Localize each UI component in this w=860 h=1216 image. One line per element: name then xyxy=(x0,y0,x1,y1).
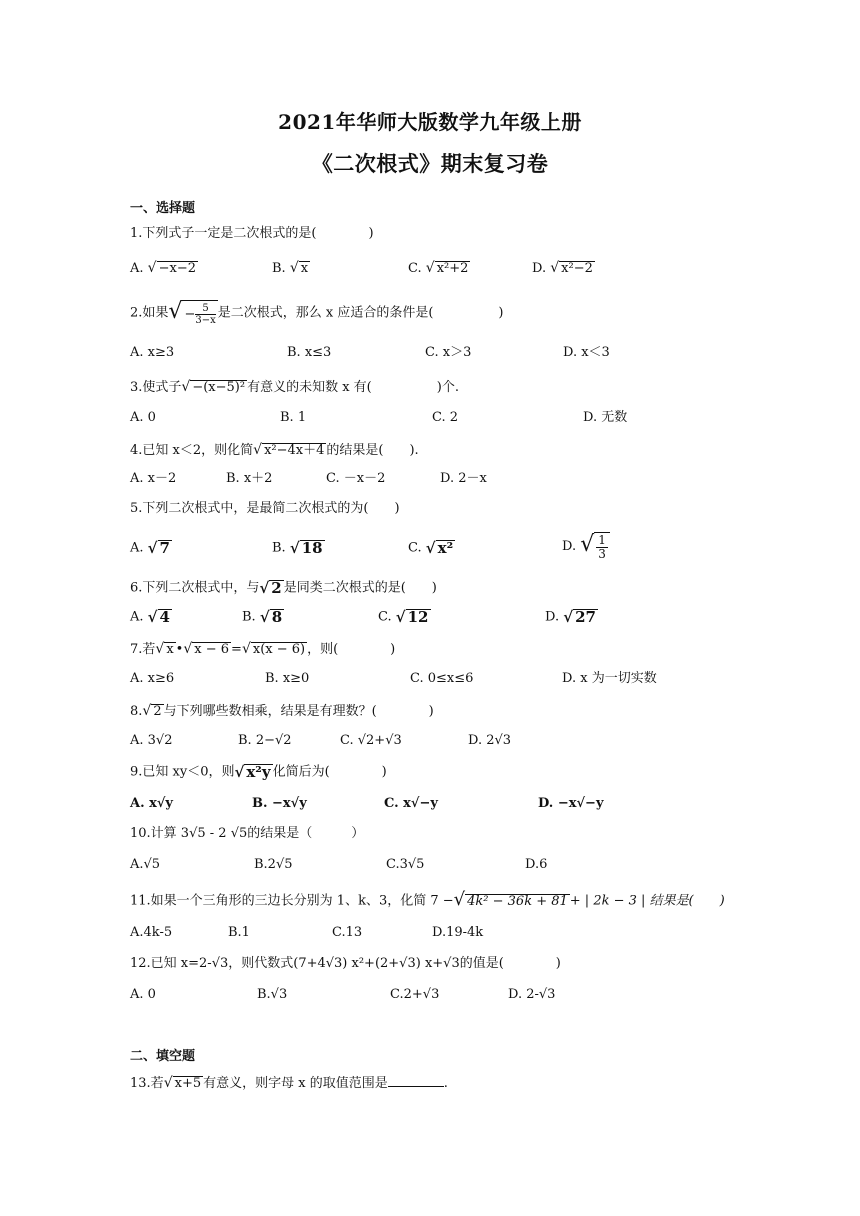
question-4-stem: 4.已知 x＜2，则化简√ x²−4x＋4 的结果是( ). xyxy=(130,442,419,458)
question-10-option-d: D.6 xyxy=(525,857,548,872)
question-7-option-c: C. 0≤x≤6 xyxy=(410,671,474,686)
document-subtitle: 《二次根式》期末复习卷 xyxy=(311,151,549,176)
question-1-option-c: C. √ x²+2 xyxy=(408,260,469,276)
question-13-stem: 13.若√ x+5 有意义，则字母 x 的取值范围是 . xyxy=(130,1075,448,1091)
question-1-stem: 1.下列式子一定是二次根式的是( ) xyxy=(130,226,374,241)
question-8-option-b: B. 2−√2 xyxy=(238,733,292,748)
question-12-option-a: A. 0 xyxy=(130,987,156,1002)
question-6-option-d: D. √ 27 xyxy=(545,608,596,626)
question-12-option-b: B.√3 xyxy=(257,987,288,1002)
question-11-option-a: A.4k-5 xyxy=(130,925,173,940)
question-3-option-d: D. 无数 xyxy=(583,410,628,425)
question-10-option-a: A.√5 xyxy=(130,857,161,872)
question-1-option-d: D. √ x²−2 xyxy=(532,260,593,276)
question-12-option-c: C.2+√3 xyxy=(390,987,440,1002)
question-10-option-b: B.2√5 xyxy=(254,857,293,872)
question-8-option-a: A. 3√2 xyxy=(130,733,173,748)
question-10-stem: 10.计算 3√5 - 2 √5的结果是（ ） xyxy=(130,826,365,841)
question-5-option-a: A. √ 7 xyxy=(130,539,170,557)
question-6-option-b: B. √ 8 xyxy=(242,608,283,626)
question-4-option-a: A. x－2 xyxy=(130,471,177,486)
question-8-option-d: D. 2√3 xyxy=(468,733,512,748)
question-11-option-b: B.1 xyxy=(228,925,250,940)
question-3-option-b: B. 1 xyxy=(280,410,307,425)
question-12-stem: 12.已知 x=2-√3，则代数式(7+4√3) x²+(2+√3) x+√3的值是( ) xyxy=(130,956,561,971)
question-4-option-b: B. x＋2 xyxy=(226,471,273,486)
question-6-option-c: C. √ 12 xyxy=(378,608,429,626)
question-8-option-c: C. √2+√3 xyxy=(340,733,402,748)
section-heading-choice: 一、选择题 xyxy=(130,201,196,216)
document-title: 2021年华师大版数学九年级上册 xyxy=(278,110,582,134)
question-2-stem: 2.如果√ − $\frac{5}{3-x}$ 是二次根式，那么 x 应适合的条件是( ) xyxy=(130,299,504,326)
question-7-stem: 7.若√ x •√ x − 6 =√ x(x − 6) ，则( ) xyxy=(130,641,396,657)
question-1-option-a: A. √ −x−2 xyxy=(130,260,196,276)
question-5-option-b: B. √ 18 xyxy=(272,539,323,557)
question-2-option-a: A. x≥3 xyxy=(130,345,175,360)
question-9-option-b: B. −x√y xyxy=(252,796,307,811)
question-2-option-b: B. x≤3 xyxy=(287,345,332,360)
question-5-stem: 5.下列二次根式中，是最简二次根式的为( ) xyxy=(130,501,400,516)
question-11-option-c: C.13 xyxy=(332,925,363,940)
question-9-stem: 9.已知 xy＜0，则√ x²y 化简后为( ) xyxy=(130,763,387,781)
question-12-option-d: D. 2-√3 xyxy=(508,987,556,1002)
question-9-option-a: A. x√y xyxy=(130,796,173,811)
question-9-option-c: C. x√−y xyxy=(384,796,438,811)
question-4-option-c: C. －x－2 xyxy=(326,471,386,486)
question-1-option-b: B. √ x xyxy=(272,260,309,276)
question-6-stem: 6.下列二次根式中，与√ 2 是同类二次根式的是( ) xyxy=(130,579,437,597)
question-11-stem: 11.如果一个三角形的三边长分别为 1、k、3，化简 7 −√ 4k² − 36k + 81 + | 2k − 3 | 结果是( ) xyxy=(130,889,725,910)
section-heading-fill: 二、填空题 xyxy=(130,1049,196,1064)
question-10-option-c: C.3√5 xyxy=(386,857,425,872)
question-6-option-a: A. √ 4 xyxy=(130,608,170,626)
question-4-option-d: D. 2－x xyxy=(440,471,487,486)
question-5-option-d: D. √ $\frac{1}{3}$ xyxy=(562,532,610,561)
question-3-option-a: A. 0 xyxy=(130,410,156,425)
question-3-option-c: C. 2 xyxy=(432,410,459,425)
question-8-stem: 8.√ 2 与下列哪些数相乘，结果是有理数？( ) xyxy=(130,703,434,719)
question-9-option-d: D. −x√−y xyxy=(538,796,604,811)
question-7-option-d: D. x 为一切实数 xyxy=(562,671,657,686)
question-2-option-c: C. x＞3 xyxy=(425,345,472,360)
question-7-option-b: B. x≥0 xyxy=(265,671,310,686)
answer-blank[interactable] xyxy=(388,1086,444,1087)
question-5-option-c: C. √ x² xyxy=(408,539,454,557)
question-11-option-d: D.19-4k xyxy=(432,925,484,940)
question-2-option-d: D. x＜3 xyxy=(563,345,610,360)
question-7-option-a: A. x≥6 xyxy=(130,671,175,686)
question-3-stem: 3.使式子√ −(x−5)² 有意义的未知数 x 有( )个. xyxy=(130,379,459,395)
